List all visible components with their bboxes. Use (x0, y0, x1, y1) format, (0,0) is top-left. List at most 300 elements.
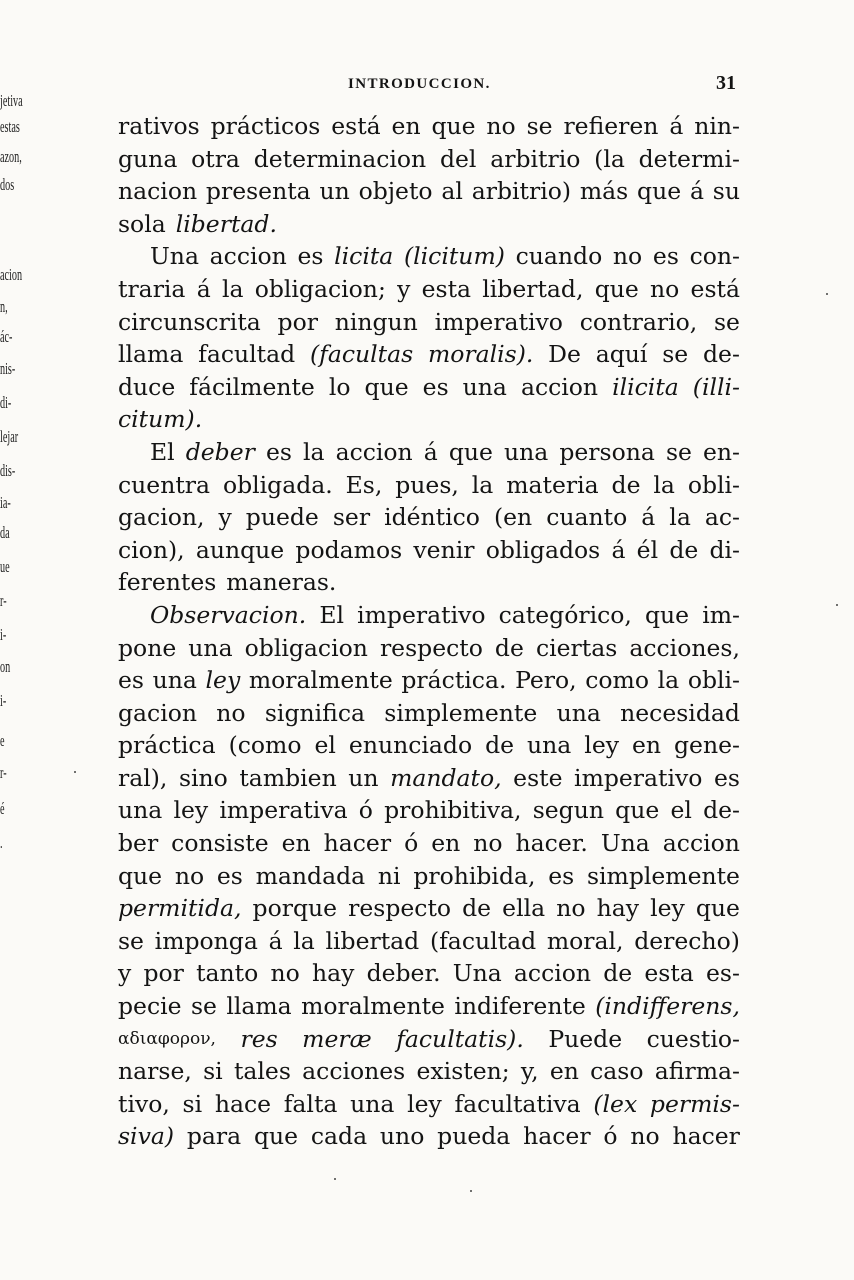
word: una (462, 372, 507, 401)
word: (facultas (309, 340, 414, 369)
text-line (118, 208, 740, 241)
text-line (118, 110, 740, 143)
word: á (268, 926, 283, 955)
word: El (319, 600, 345, 629)
word: significa (264, 698, 365, 727)
word: facultad (198, 340, 296, 369)
bleed-fragment: i- (0, 625, 7, 644)
word: Puede (548, 1024, 623, 1053)
bleed-fragment: dis- (0, 461, 16, 480)
word: á (611, 535, 626, 564)
word: prácticos (210, 112, 321, 140)
word: no (650, 274, 680, 303)
word: esta (421, 274, 472, 303)
word: fácilmente (189, 372, 315, 401)
bleed-fragment: jetiva (0, 91, 23, 110)
word: acciones (302, 1057, 406, 1086)
word: ningun (334, 307, 418, 336)
word: ley (650, 894, 685, 923)
word: el (670, 796, 692, 825)
word: moral, (546, 926, 624, 955)
text-line (118, 143, 740, 176)
word: no (486, 112, 516, 140)
word: cuentra (118, 470, 211, 499)
word: uno (379, 1122, 425, 1151)
word: la (669, 503, 691, 532)
word: Observacion. (150, 600, 307, 629)
word: que (615, 796, 660, 825)
word: práctica (118, 731, 216, 760)
text-line (118, 990, 740, 1023)
text-line (118, 436, 740, 469)
word: arbitrio (490, 144, 581, 173)
word: ella (502, 894, 546, 923)
word: El (150, 437, 175, 466)
word: podamos (295, 535, 403, 564)
word: de- (703, 796, 740, 825)
word: obligados (485, 535, 601, 564)
word: imperativo (434, 307, 563, 336)
word: y (218, 503, 232, 532)
word: hacer (672, 1122, 740, 1151)
word: una (188, 633, 233, 662)
word: libertad (325, 926, 420, 955)
text-line (118, 306, 740, 339)
text-line (118, 273, 740, 306)
word: es (265, 437, 292, 466)
word: respecto (379, 633, 483, 662)
word: traria (118, 274, 186, 303)
word: si (182, 1089, 203, 1118)
word: á (423, 437, 438, 466)
text-line (118, 1023, 740, 1056)
word: una (504, 437, 549, 466)
word: facultativa (454, 1089, 581, 1118)
word: imperativo (357, 600, 486, 629)
word: respecto (348, 894, 452, 923)
word: de (494, 633, 524, 662)
word: que (448, 437, 493, 466)
word: una (350, 1089, 395, 1118)
bleed-fragment: r- (0, 763, 7, 782)
word: está (331, 112, 381, 140)
word: sola (118, 209, 166, 238)
word: (facultad (429, 926, 537, 955)
word: guna (118, 144, 178, 173)
word: ilicita (612, 372, 679, 401)
word: sino (178, 763, 228, 792)
word: que (637, 177, 682, 206)
word: nin- (694, 112, 740, 140)
word: cion), (118, 535, 185, 564)
word: ó (358, 796, 373, 825)
word: llama (118, 340, 184, 369)
word: Una (452, 959, 502, 988)
word: en (281, 829, 311, 858)
word: facultatis). (396, 1024, 524, 1053)
text-line (118, 1088, 740, 1121)
word: obligada. (222, 470, 333, 499)
word: una (527, 731, 572, 760)
word: se (118, 926, 144, 955)
word: prohibitiva, (384, 796, 522, 825)
word: ley (584, 731, 619, 760)
word: para (186, 1122, 242, 1151)
word: imperativa (219, 796, 348, 825)
text-line (118, 566, 740, 599)
word: hay (596, 894, 639, 923)
word: ac- (704, 503, 740, 532)
text-line (118, 501, 740, 534)
word: á (669, 112, 684, 140)
word: persona (559, 437, 655, 466)
word: maneras. (226, 568, 337, 597)
word: gacion, (118, 503, 205, 532)
word: al (441, 177, 463, 206)
word: que (253, 1122, 299, 1151)
word: ber (118, 829, 159, 858)
word: más (579, 177, 629, 206)
bleed-fragment: ác- (0, 327, 13, 346)
word: imponga (154, 926, 258, 955)
word: que (644, 600, 690, 629)
word: está (690, 274, 740, 303)
word: hay (311, 959, 355, 988)
word: la (221, 274, 244, 303)
word: que (431, 112, 476, 140)
word: indiferente (454, 992, 586, 1021)
word: citum). (118, 405, 203, 434)
word: simplemente (586, 861, 740, 890)
bleed-fragment: acion (0, 265, 23, 284)
word: (la (594, 144, 625, 173)
word: accion (335, 437, 413, 466)
word: es (118, 666, 144, 695)
word: libertad, (482, 274, 584, 303)
word: es (652, 242, 679, 271)
word: se (713, 307, 740, 336)
word: objeto (358, 177, 433, 206)
word: accion (662, 829, 740, 858)
word: obligacion; (254, 274, 386, 303)
word: enunciado (348, 731, 473, 760)
word: tivo, (118, 1089, 170, 1118)
word: y (118, 959, 132, 988)
word: en- (702, 437, 740, 466)
bleed-fragment: da (0, 523, 10, 542)
word: consiste (171, 829, 269, 858)
bleed-fragment: ia- (0, 493, 11, 512)
word: imperativo (574, 763, 703, 792)
word: idéntico (384, 503, 480, 532)
bleed-fragment: azon, (0, 147, 22, 166)
running-title: INTRODUCCION. (348, 76, 491, 92)
word: (en (493, 503, 533, 532)
word: Una (600, 829, 650, 858)
word: obligacion (244, 633, 368, 662)
word: (illi- (692, 372, 740, 401)
text-line (118, 892, 740, 925)
word: puede (245, 503, 319, 532)
word: cada (310, 1122, 368, 1151)
word: deber. (366, 959, 441, 988)
word: la (471, 470, 494, 499)
word: esta (644, 959, 694, 988)
word: ó (404, 829, 419, 858)
word: cuanto (546, 503, 628, 532)
word: segun (532, 796, 604, 825)
word: pone (118, 633, 177, 662)
word: la (657, 666, 680, 695)
print-speck (836, 604, 838, 606)
word: no (270, 959, 300, 988)
word: prohibida, (413, 861, 536, 890)
word: es (548, 861, 575, 890)
word: pues, (395, 470, 459, 499)
word: una (556, 698, 601, 727)
word: siva) (118, 1122, 175, 1151)
text-line (118, 534, 740, 567)
word: en (391, 112, 421, 140)
word: por (143, 959, 184, 988)
bleed-fragment: . (0, 833, 3, 852)
text-line (118, 827, 740, 860)
word: ó (603, 1122, 618, 1151)
word: refieren (563, 112, 659, 140)
word: á (196, 274, 211, 303)
word: circunscrita (118, 307, 261, 336)
word: materia (506, 470, 599, 499)
word: cuestio- (646, 1024, 740, 1053)
word: ser (332, 503, 371, 532)
word: (como (228, 731, 302, 760)
word: tanto (196, 959, 259, 988)
text-line (118, 697, 740, 730)
word: contrario, (579, 307, 698, 336)
word: derecho) (634, 926, 740, 955)
running-head (118, 74, 740, 98)
word: de (485, 731, 515, 760)
word: no (473, 829, 503, 858)
word: ral), (118, 763, 168, 792)
word: un (348, 763, 379, 792)
text-line (118, 729, 740, 762)
word: nacion (118, 177, 198, 206)
word: hacer. (515, 829, 588, 858)
word: obli- (687, 666, 740, 695)
word: que (118, 861, 163, 890)
word: ni (377, 861, 401, 890)
text-line (118, 957, 740, 990)
word: la (653, 470, 675, 499)
word: hacer (523, 1122, 591, 1151)
text-line (118, 403, 740, 436)
word: mandada (255, 861, 366, 890)
word: falta (283, 1089, 338, 1118)
word: duce (118, 372, 176, 401)
body-text (118, 110, 740, 1153)
word: por (277, 307, 318, 336)
word: y, (520, 1057, 539, 1086)
word: que (594, 274, 639, 303)
word: no (556, 894, 586, 923)
word: acciones, (629, 633, 740, 662)
word: moralis). (427, 340, 534, 369)
word: di- (709, 535, 740, 564)
text-line (118, 1120, 740, 1153)
print-speck (826, 293, 828, 295)
word: lo (328, 372, 351, 401)
word: de (603, 959, 633, 988)
word: (licitum) (403, 242, 505, 271)
bleed-fragment: e (0, 731, 5, 750)
word: que (695, 894, 740, 923)
word: ciertas (535, 633, 618, 662)
word: es (297, 242, 324, 271)
text-line (118, 469, 740, 502)
word: ley (205, 666, 241, 695)
word: se (662, 340, 689, 369)
word: porque (252, 894, 338, 923)
word: con- (689, 242, 740, 271)
word: accion (209, 242, 287, 271)
word: moralmente (248, 666, 393, 695)
word: hacer (323, 829, 392, 858)
text-line (118, 664, 740, 697)
word: pueda (437, 1122, 511, 1151)
word: hace (214, 1089, 272, 1118)
word: pecie (118, 992, 182, 1021)
text-line (118, 762, 740, 795)
word: obli- (687, 470, 740, 499)
word: moralmente (301, 992, 445, 1021)
word: de (669, 535, 699, 564)
word: ley (407, 1089, 442, 1118)
word: accion (513, 959, 592, 988)
word: narse, (118, 1057, 192, 1086)
text-line (118, 925, 740, 958)
word: Pero, (515, 666, 577, 695)
bleed-fragment: di- (0, 393, 12, 412)
word: simplemente (384, 698, 538, 727)
word: en (631, 731, 662, 760)
word: ferentes (118, 568, 217, 597)
word: accion (520, 372, 599, 401)
print-speck (470, 1190, 472, 1192)
word: este (513, 763, 563, 792)
text-line (118, 599, 740, 632)
bleed-fragment: dos (0, 175, 15, 194)
bleed-fragment: r- (0, 591, 7, 610)
word: tambien (239, 763, 337, 792)
word: á (689, 177, 704, 206)
word: existen; (416, 1057, 510, 1086)
word: del (439, 144, 477, 173)
bleed-fragment: estas (0, 117, 20, 136)
bleed-fragment: i- (0, 691, 7, 710)
text-line (118, 794, 740, 827)
word: De (548, 340, 581, 369)
word: (lex (593, 1089, 638, 1118)
word: una (118, 796, 163, 825)
word: αδιαφορον, (118, 1028, 216, 1049)
word: deber (185, 437, 255, 466)
word: es (216, 861, 243, 890)
word: de (462, 894, 492, 923)
print-speck (74, 771, 76, 773)
word: (indifferens, (595, 992, 740, 1021)
word: y (397, 274, 411, 303)
word: res (240, 1024, 278, 1053)
bleed-fragment: lejar (0, 427, 19, 446)
word: Una (150, 242, 199, 271)
word: llama (226, 992, 292, 1021)
word: él (636, 535, 659, 564)
word: no (216, 698, 246, 727)
word: cuando (515, 242, 603, 271)
text-line (118, 860, 740, 893)
word: es (422, 372, 449, 401)
word: es- (706, 959, 740, 988)
word: Es, (345, 470, 383, 499)
word: no (174, 861, 205, 890)
bleed-fragment: on (0, 657, 11, 676)
word: de- (703, 340, 740, 369)
word: aquí (595, 340, 648, 369)
word: en (549, 1057, 579, 1086)
word: categórico, (498, 600, 632, 629)
word: determi- (638, 144, 740, 173)
word: permitida, (118, 894, 242, 923)
word: venir (413, 535, 475, 564)
word: necesidad (620, 698, 740, 727)
word: mandato, (390, 763, 502, 792)
word: no (630, 1122, 660, 1151)
word: im- (702, 600, 740, 629)
word: no (612, 242, 643, 271)
word: determinacion (253, 144, 427, 173)
text-line (118, 371, 740, 404)
word: tales (233, 1057, 291, 1086)
word: se (190, 992, 217, 1021)
bleed-fragment: nis- (0, 359, 16, 378)
word: en (431, 829, 461, 858)
word: gene- (674, 731, 740, 760)
word: presenta (205, 177, 311, 206)
page-number: 31 (716, 72, 736, 94)
word: la (302, 437, 325, 466)
text-line (118, 240, 740, 273)
text-line (118, 632, 740, 665)
word: meræ (302, 1024, 372, 1053)
text-line (118, 338, 740, 371)
word: que (364, 372, 409, 401)
word: ley (173, 796, 209, 825)
word: afirma- (654, 1057, 740, 1086)
word: un (319, 177, 350, 206)
print-speck (334, 1178, 336, 1180)
word: á (641, 503, 656, 532)
word: como (585, 666, 649, 695)
word: es (713, 763, 740, 792)
word: su (712, 177, 740, 206)
word: caso (590, 1057, 644, 1086)
bleed-fragment: é (0, 799, 5, 818)
word: de (611, 470, 641, 499)
word: libertad. (175, 209, 277, 238)
word: rativos (118, 112, 200, 140)
word: permis- (649, 1089, 740, 1118)
